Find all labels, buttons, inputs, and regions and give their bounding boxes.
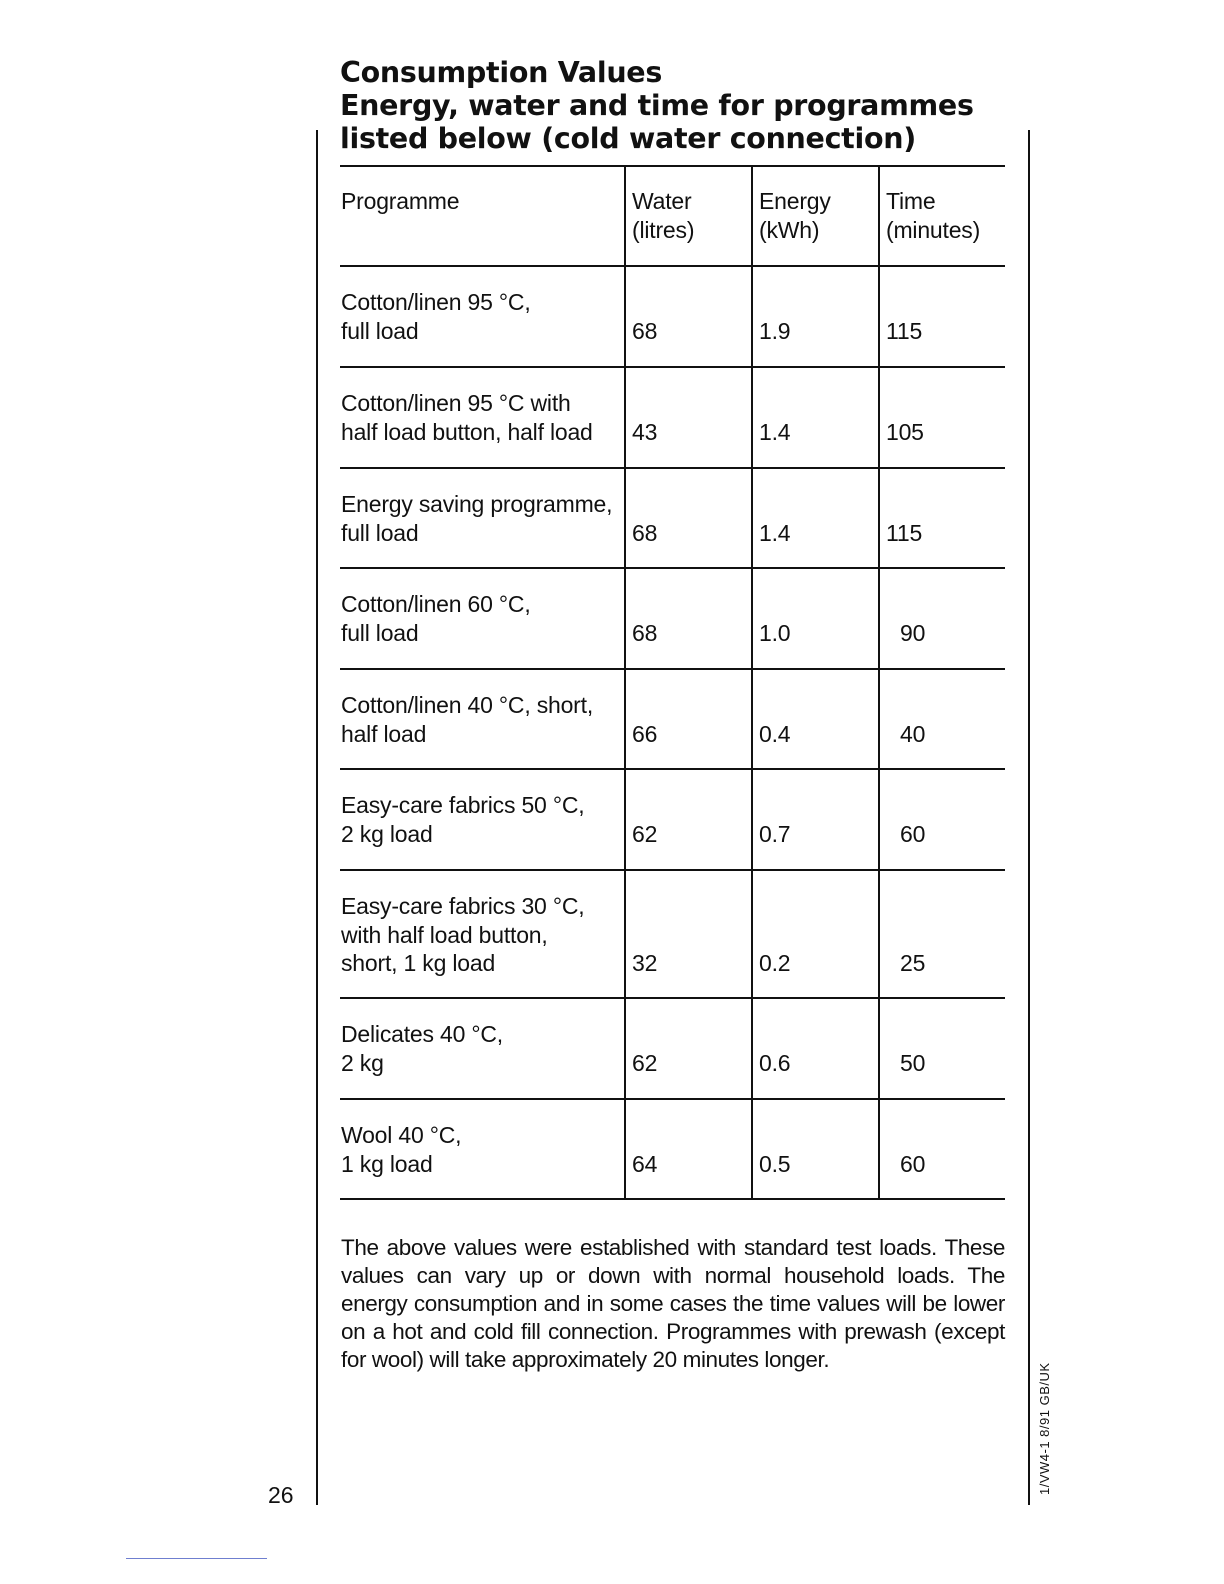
table-column-separator: [751, 165, 753, 1198]
table-cell-programme: Cotton/linen 95 °C, full load: [341, 289, 531, 344]
table-rule: [340, 768, 1005, 770]
table-cell-water: 66: [632, 720, 658, 747]
bottom-underline: [126, 1558, 267, 1559]
table-cell-energy: 1.0: [759, 619, 791, 646]
table-cell-programme: Energy saving programme, full load: [341, 491, 613, 546]
title-line-3: listed below (cold water connection): [340, 122, 916, 155]
header-energy: Energy (kWh): [759, 188, 831, 243]
table-cell-programme: Delicates 40 °C, 2 kg: [341, 1021, 503, 1076]
table-rule: [340, 668, 1005, 670]
table-cell-time: 60: [900, 820, 926, 847]
table-rule: [340, 567, 1005, 569]
table-column-separator: [878, 165, 880, 1198]
table-cell-energy: 0.4: [759, 720, 791, 747]
table-cell-energy: 1.9: [759, 317, 791, 344]
table-cell-energy: 0.5: [759, 1150, 791, 1177]
page-title: [340, 56, 1020, 155]
title-line-2: Energy, water and time for programmes: [340, 89, 974, 122]
table-cell-programme: Wool 40 °C, 1 kg load: [341, 1122, 462, 1177]
table-cell-time: 50: [900, 1049, 926, 1076]
table-cell-water: 62: [632, 1049, 658, 1076]
table-rule: [340, 366, 1005, 368]
document-code: 1/VW4-1 8/91 GB/UK: [1037, 1362, 1052, 1495]
header-time: Time (minutes): [886, 188, 981, 243]
footnote-text: The above values were established with standard test loads. These values can vary up or down with normal household loads. The energy consumption and in some cases the time values will be lower on a hot and cold fill connection. Programmes with prewash (except for wool) will take approximately 20 minutes longer.: [341, 1235, 1005, 1372]
table-cell-time: 60: [900, 1150, 926, 1177]
table-rule: [340, 997, 1005, 999]
table-rule: [340, 265, 1005, 267]
table-column-separator: [624, 165, 626, 1198]
table-cell-programme: Easy-care fabrics 30 °C, with half load button, short, 1 kg load: [341, 893, 585, 976]
table-cell-water: 32: [632, 950, 658, 976]
right-margin-rule: [1028, 130, 1030, 1505]
table-cell-energy: 1.4: [759, 519, 791, 546]
table-cell-energy: 1.4: [759, 418, 791, 445]
table-rule: [340, 1198, 1005, 1200]
table-rule: [340, 467, 1005, 469]
table-rule: [340, 869, 1005, 871]
title-line-1: Consumption Values: [340, 56, 663, 89]
table-cell-water: 68: [632, 619, 658, 646]
table-cell-energy: 0.7: [759, 820, 791, 847]
table-cell-time: 25: [900, 950, 926, 976]
table-cell-time: 40: [900, 720, 926, 747]
header-programme: Programme: [341, 188, 460, 214]
table-rule: [340, 165, 1005, 167]
table-cell-energy: 0.6: [759, 1049, 791, 1076]
table-cell-time: 90: [900, 619, 926, 646]
table-cell-programme: Easy-care fabrics 50 °C, 2 kg load: [341, 792, 585, 847]
page-number: 26: [268, 1482, 294, 1508]
table-cell-time: 115: [886, 317, 923, 344]
header-water: Water (litres): [632, 188, 695, 243]
table-cell-water: 43: [632, 418, 658, 445]
table-cell-programme: Cotton/linen 40 °C, short, half load: [341, 692, 594, 747]
table-rule: [340, 1098, 1005, 1100]
table-cell-water: 62: [632, 820, 658, 847]
table-cell-programme: Cotton/linen 95 °C with half load button, half load: [341, 390, 593, 445]
left-margin-rule: [316, 130, 318, 1505]
table-cell-water: 68: [632, 519, 658, 546]
table-cell-time: 105: [886, 418, 924, 445]
table-cell-energy: 0.2: [759, 950, 791, 976]
table-cell-water: 64: [632, 1150, 658, 1177]
table-cell-time: 115: [886, 519, 923, 546]
table-cell-programme: Cotton/linen 60 °C, full load: [341, 591, 531, 646]
table-cell-water: 68: [632, 317, 658, 344]
